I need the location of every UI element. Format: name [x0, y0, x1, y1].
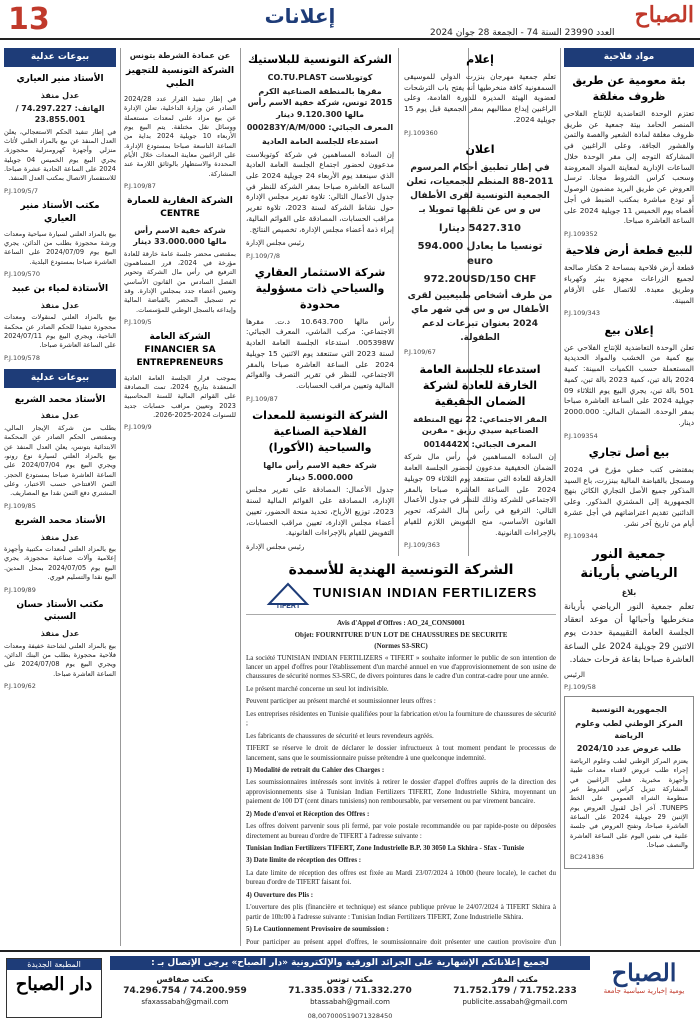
office-email[interactable]: sfaxassabah@gmail.com: [141, 997, 229, 1006]
paragraph: L'ouverture des plis (financière et technique) est séance publique prévue le 24/07/2024 à TIFERT Skhira à partir de 10h:00 à l'adresse suivante : Tunisian Indian Fertilizers TIFERT, Zone Industrielle Skhira.: [246, 903, 556, 921]
ad-title: الأستاذ محمد الشريع: [14, 515, 106, 526]
column-divider: [560, 48, 561, 946]
office-phone: 71.752.179 / 71.752.233: [453, 986, 577, 997]
paragraph: Le présent marché concerne un seul lot indivisible.: [246, 684, 389, 693]
ad-body: بطلب من شركة الإيجار المالي، وبمقتضى الحكم الصادر عن المحكمة الابتدائية بتونس، يعلن العدل المنفذ عن بيع بالمزاد العلني لسيارة نوع رونو، ويجري البيع يوم 2024/07/04 على الساعة العاشرة صباحا بمستودع الحجز. الثمن الافتتاحي حسب الاختبار، وعلى المشتري دفع الثمن نقدا مع المصاريف.: [4, 423, 116, 498]
ad-subtitle: استدعاء للجلسة العامة العادية: [262, 136, 378, 146]
column-2: [404, 48, 556, 551]
column-divider: [120, 48, 121, 946]
ad-title: بيع أصل تجاري: [588, 445, 670, 459]
logo-text: الصباح: [634, 2, 694, 28]
notice-object: Objet: FOURNITURE D'UN LOT DE CHAUSSURES DE SECURITE: [294, 630, 508, 639]
ad-ref: P.J.109/87: [124, 182, 156, 191]
ad-subtitle: الجمهورية التونسية: [591, 705, 667, 715]
section-heading: 1) Modalité de retrait du Cahier des Charges :: [246, 765, 385, 774]
ad-ref: P.J.109354: [564, 431, 598, 440]
tifert-logo-text: TIFERT: [275, 603, 300, 611]
section-title: إعلانات: [264, 4, 336, 28]
column-3: [246, 48, 394, 565]
amount: 5427.310 دينارا: [439, 222, 521, 234]
ad-signature: الرئيس: [564, 670, 585, 679]
ad-subtitle: مقرها بالمنطقة الصناعية الكرم 2015 تونس، شركة خفية الاسم رأس مالها 9.120.300 دينار: [247, 86, 393, 119]
office-phone: 71.335.033 / 71.332.270: [288, 986, 412, 997]
ad-body: في إطار تنفيذ الحكم الاستعجالي، يعلن العدل المنفذ عن بيع بالمزاد العلني لأثاث منزلي وأجهزة كهرومنزلية محجوزة. يجري البيع يوم الخميس 04 جويلية 2024 على الساعة الحادية عشرة صباحا. للاستفسار الاتصال بمكتب العدل المنفذ.: [4, 127, 116, 183]
ad-body: بيع بالمزاد العلني لشاحنة خفيفة ومعدات فلاحية محجوزة بطلب من البنك الدائن، ويجري البيع يوم 2024/07/08 على الساعة العاشرة صباحا.: [4, 641, 116, 678]
paragraph: Pour participer au présent appel d'offres, le soumissionnaire doit présenter une caution provisoire d'un: [246, 937, 556, 946]
paragraph: La société TUNISIAN INDIAN FERTILIZERS « TIFERT » souhaite informer le public de son intention de lancer un appel d'offres pour l'établissement d'un marché annuel en vue d'approvisionnement de son usine de chaussures de sécurité normes S3-SRC, de divers pointures dans le cadre d'un contrat-cadre pour une année.: [246, 653, 556, 681]
ad-body: رأس مالها 10.643.700 د.ت. مقرها الاجتماعي: مركب الماشي، المعرف الجبائي: 005398W. استدعاء الجلسة العامة العادية لسنة 2023 التي ستنعقد يوم الاثنين 15 جويلية 2024 على الساعة العاشرة صباحا بالمقر الاجتماعي، للنظر في تقرير التصرف والقوائم المالية وتعيين مراقب الحسابات.: [246, 316, 394, 391]
ad-body: بمقتضى كتب خطي مؤرخ في 2024 ومسجل بالقباضة المالية ببنزرت، باع السيد المذكور جميع الأصل التجاري الكائن بنهج الجمهورية إلى المشتري المذكور. وعلى الدائنين تقديم اعتراضاتهم في أجل عشرة أيام من تاريخ آخر نشر.: [564, 464, 694, 528]
ad-subtitle: عدل منفذ: [40, 532, 80, 542]
office-title: مكتب تونس: [326, 975, 374, 984]
ad-title: الأستاذة لمياء بن عبيد: [11, 284, 109, 295]
ad-title: بئة معومية عن طريق ظروف مغلقة: [572, 74, 686, 103]
company-name-ar: الشركة التونسية الهندية للأسمدة: [288, 562, 514, 578]
paragraph: Les soumissionnaires intéressés sont invités à retirer le dossier d'appel d'offres auprès de la direction des approvisionnements sise à Tunisian Indian Fertilizers TIFERT, Zone Industrielle Skhira, moyennant un paiement de 100 DT (cent dinars tunisiens) non remboursable, par versement ou par virement bancaire.: [246, 778, 556, 806]
ad-subtitle: المركز الوطني لطب وعلوم الرياضة: [575, 719, 683, 740]
ad-body: تعلم جمعية مهرجان بنزرت الدولي للموسيقى السمفونية كافة منخرطيها أنه يفتح باب الترشحات لعضوية الهيئة المديرة للدورة القادمة، وعلى الراغبين إيداع مطالبهم بمقر الجمعية قبل يوم 15 جويلية 2024.: [404, 71, 556, 124]
ad-subtitle: عدل منفذ: [40, 300, 80, 310]
logo-name: الصباح: [611, 958, 677, 987]
ad-ref: P.J.109/89: [4, 585, 36, 594]
ad-title: الشركة العامة FINANCIER SA ENTREPRENEURS: [136, 332, 224, 368]
ad-subtitle: عدل منفذ: [40, 411, 80, 421]
ad-body: في إطار تنفيذ القرار عدد 2024/28 الصادر عن وزارة الداخلية، تعلن الإدارة عن بيع مزاد علني لمعدات مستعملة ووسائل نقل مختلفة. يتم البيع يوم الأربعاء 10 جويلية 2024 بداية من الساعة التاسعة صباحا بمستودع الإدارة. على الراغبين معاينة المعدات خلال الأيام المحددة والاستظهار بالوثائق اللازمة عند المشاركة.: [124, 94, 236, 178]
ad-title: إعلام: [466, 53, 494, 66]
section-heading: 4) Ouverture des Plis :: [246, 890, 314, 899]
tifert-body: [246, 619, 556, 946]
ad-ref: P.J.109/85: [4, 501, 36, 510]
ad-title: جمعية النور الرياضي بأريانة: [580, 546, 678, 581]
ad-title: الأستاذ محمد الشريع: [14, 394, 106, 405]
ad-subtitle: عدل منفذ: [40, 629, 80, 639]
dar-assabah-logo: [6, 958, 102, 1018]
ad-body: قطعة أرض فلاحية بمساحة 2 هكتار صالحة لجميع الزراعات مجهزة ببئر وكهرباء وطريق معبدة. للاتصال على الأرقام المبينة.: [564, 263, 694, 305]
ad-title: استدعاء للجلسة العامة الخارقة للعادة لشركة الضمان الحقيقية: [419, 362, 541, 408]
ad-body: من طرف أشخاص طبيعيين لقرى الأطفال س و س في شهر ماي 2024 بعنوان تبرعات لدعم الطفولة.: [407, 290, 553, 343]
company-name-en: TUNISIAN INDIAN FERTILIZERS: [313, 585, 538, 601]
ad-title: إعلان بيع: [604, 323, 654, 337]
footer-strip: لجميع إعلاناتكم الإشهارية على الجرائد الورقية والإلكترونية «دار الصباح» يرجى الإتصال بـ :: [110, 956, 590, 970]
tifert-notice: [246, 556, 556, 946]
ad-body: جدول الأعمال: المصادقة على تقرير مجلس الإدارة، المصادقة على القوائم المالية لسنة 2023، توزيع الأرباح، تحديد منحة الحضور، تعيين أعضاء مجلس الإدارة، تعيين مراقب الحسابات، التفويض للقيام بالإجراءات القانونية.: [246, 485, 394, 538]
ad-title: مكتب الأستاذ حسان السبتي: [16, 599, 104, 623]
ad-body: تعلن الوحدة التعاضدية للإنتاج الفلاحي عن بيع كمية من الخشب والمواد الحديدية المستعملة حسب الكميات المبينة: كمية 2024 بالة تبن، كمية 2023 بالة تبن، كمية 501 بالة تبن، يجري البيع يوم الثلاثاء 09 جويلية 2024 على الساعة العاشرة صباحا بمقر الوحدة. الضمان المالي: 2000.000 دينار.: [564, 342, 694, 427]
ad-title: الشركة التونسية للبلاستيك: [248, 53, 392, 66]
ad-ref: P.J.109352: [564, 230, 598, 238]
ad-subtitle: عن عمادة الشرطة بتونس: [129, 51, 231, 60]
ad-ref: P.J.109/570: [4, 269, 40, 278]
ad-subtitle: شركة خفية الاسم رأس مالها 33.000.000 دينار: [133, 225, 227, 247]
logo-tagline: يومية إخبارية سياسية جامعة: [603, 987, 685, 995]
office-email[interactable]: publicite.assabah@gmail.com: [462, 997, 568, 1006]
ad-box: [564, 696, 694, 868]
office-title: مكتب صفاقس: [156, 975, 214, 984]
ad-ref: P.J.109/5/7: [4, 186, 39, 195]
ad-ref: P.J.109360: [404, 128, 438, 137]
column-1: [564, 48, 694, 877]
ad-title: مكتب الأستاذ منير العياري: [20, 200, 100, 224]
ad-subtitle: شركة خفية الاسم رأس مالها 5.000.000 دينار: [263, 461, 377, 482]
office-email[interactable]: btassabah@gmail.com: [310, 997, 390, 1006]
ad-title: للبيع قطعة أرض فلاحية: [565, 244, 693, 258]
logo-top: المطبعة الجديدة: [7, 959, 101, 970]
ad-ref: P.J.109/87: [246, 394, 278, 403]
column-divider: [240, 48, 241, 946]
bank-account: 08,007000519071328450: [307, 1012, 393, 1020]
ad-signature: رئيس مجلس الإدارة: [246, 239, 305, 248]
ad-title: شركة الاستثمار العقاري والسياحي ذات مسؤولية محدودة: [254, 265, 386, 311]
ad-subtitle: طلب عروض عدد 2024/10: [576, 744, 682, 754]
ad-body: بيع بالمزاد العلني لمعدات مكتبية وأجهزة إعلامية وآلات صناعية محجوزة، يجري البيع يوم 2024/07/05 بمحل المدين. البيع نقدا والتسليم فوري.: [4, 545, 116, 582]
column-6: [4, 48, 116, 691]
page-number: 13: [8, 2, 50, 37]
paragraph: Les offres doivent parvenir sous pli fermé, par voie postale recommandée ou par rapide-poste ou déposées directement au bureau d'ordre de TIFERT à l'adresse suivante :: [246, 822, 556, 840]
paragraph: Les fabricants de chaussures de sécurité et leurs revendeurs agréés.: [246, 731, 434, 740]
tifert-logo-icon: [265, 580, 311, 610]
column-4: [124, 48, 236, 433]
assabah-logo: [594, 958, 694, 1018]
ad-ref: P.J.109344: [564, 532, 598, 541]
logo-name: دار الصباح: [15, 974, 93, 995]
address: Tunisian Indian Fertilizers TIFERT, Zone Industrielle B.P. 30 3050 La Skhira - Sfax - Tunisie: [246, 844, 525, 853]
ad-ref: P.J.109/58: [564, 683, 596, 691]
tifert-header: [246, 556, 556, 615]
office-phone: 74.296.754 / 74.200.959: [123, 986, 247, 997]
page-footer: [0, 950, 700, 1022]
ad-subtitle: المعرف الجبائي: 000283Y/A/M/000: [246, 123, 394, 133]
ad-body: بموجب قرار الجلسة العامة العادية المنعقدة بتاريخ 2024، تمت المصادقة على القوائم المالية للسنة المحاسبية 2023 وتعيين مراقب حسابات جديد للسنوات 2024-2025-2026.: [124, 373, 236, 420]
ad-title: الشركة التونسية للتجهيز الطبي: [125, 66, 235, 90]
category-banner: بيوعات عدلية: [4, 48, 116, 67]
paragraph: TIFERT se réserve le droit de déclarer le dossier infructueux à tout moment pendant le processus de lancement, sans que le soumissionnaire puisse prétendre à une quelconque indemnité.: [246, 744, 556, 762]
ad-title: الشركة العقارية للعمارة CENTRE: [127, 196, 233, 220]
ad-ref: P.J.109/578: [4, 353, 40, 362]
section-heading: 2) Mode d'envoi et Réception des Offres :: [246, 809, 370, 818]
ad-body: بيع بالمزاد العلني لسيارة سياحية ومعدات ورشة محجوزة بطلب من الدائن، يجري البيع يوم 2024/07/09 على الساعة العاشرة صباحا بمستودع البلدية.: [4, 229, 116, 266]
amount: 972.20USD/150 CHF: [423, 273, 537, 285]
category-banner: بيوعات عدلية: [4, 369, 116, 388]
ad-ref: P.J.109/67: [404, 348, 436, 357]
ad-ref: BC241836: [570, 853, 604, 862]
ad-body: في إطار تطبيق أحكام المرسوم 2011-88 المنظم للجمعيات، تعلن الجمعية التونسية لقرى الأطفال س و س عن تلقيها تمويلا بـ: [406, 162, 554, 215]
ad-body: بيع بالمزاد العلني لمنقولات ومعدات محجوزة تنفيذا للحكم الصادر عن محكمة الناحية، ويجري البيع يوم 2024/07/11 على الساعة العاشرة صباحا.: [4, 313, 116, 350]
ad-subtitle: المقر الاجتماعي: 22 نهج المنطقة الصناعية سيدي رزيق - مقرين: [413, 414, 547, 436]
ad-ref: P.J.109/363: [404, 541, 440, 550]
notice-norm: (Normes S3-SRC): [374, 642, 428, 651]
masthead-logo: [574, 2, 694, 36]
ad-title: الشركة التونسية للمعدات الفلاحية الصناعية والسياحية (الأكورا): [252, 409, 388, 455]
ad-subtitle: بلاغ: [621, 588, 637, 598]
ad-title: الأستاذ منير العياري: [16, 73, 104, 84]
issue-info: العدد 23990 السنة 74 - الجمعة 28 جوان 2024: [430, 28, 615, 38]
ad-body: إن السادة المساهمين في شركة كوتوبلاست مدعوون لحضور اجتماع الجلسة العامة العادية الذي سينعقد يوم الأربعاء 24 جويلية 2024 على الساعة العاشرة صباحا بمقر الشركة للنظر في جدول الأعمال التالي: تلاوة تقرير مجلس الإدارة حول نشاط الشركة لسنة 2023، تلاوة تقرير مراقب الحسابات، المصادقة على القوائم المالية، إبراء ذمة أعضاء مجلس الإدارة، تخصيص النتائج.: [246, 149, 394, 234]
ad-subtitle: المعرف الجبائي: 0014442X: [423, 439, 537, 449]
ad-ref: P.J.109/5: [124, 318, 152, 327]
ad-ref: P.J.109/7/8: [246, 251, 281, 260]
ad-body: بمقتضى محضر جلسة عامة خارقة للعادة مؤرخة في 2024، قرر المساهمون الترفيع في رأس مال الشركة وتحوير الفصل السادس من القانون الأساسي وتعيين أعضاء جدد بمجلس الإدارة. وقد تم تسجيل المحضر بالقباضة المالية وإيداعه بالسجل الوطني للمؤسسات.: [124, 249, 236, 314]
ad-body: تعلم جمعية النور الرياضي بأريانة منخرطيها وأحبائها أن موعد انعقاد الجلسة العامة التقييمية حددت يوم الاثنين 29 جويلية 2024 على الساعة العاشرة صباحا بقاعة فرحات حشاد.: [564, 602, 694, 665]
ad-ref: P.J.109/9: [124, 423, 152, 432]
page-header: [0, 0, 700, 40]
section-heading: 3) Date limite de réception des Offres :: [246, 856, 362, 865]
amount: تونسيا ما يعادل 594.000 euro: [417, 240, 543, 267]
ad-subtitle: كوتوبلاست CO.TU.PLAST: [267, 72, 373, 82]
ad-ref: P.J.109/343: [564, 309, 600, 318]
ad-body: يعتزم المركز الوطني لطب وعلوم الرياضة إجراء طلب عروض لاقتناء معدات طبية وأجهزة مخبرية. فعلى الراغبين في المشاركة تنزيل كراس الشروط عبر منظومة الشراء العمومي على الخط TUNEPS. آخر أجل لقبول العروض يوم الإثنين 29 جويلية 2024 على الساعة العاشرة صباحا، وتفتح العروض في جلسة علنية في نفس اليوم على الساعة العاشرة والنصف صباحا.: [570, 756, 688, 850]
paragraph: Les entreprises résidentes en Tunisie qualifiées pour la fabrication et/ou la fourniture de chaussures de sécurité ;: [246, 709, 556, 728]
office-title: مكتب المقر: [492, 975, 538, 984]
category-banner: مواد فلاحية: [564, 48, 694, 67]
notice-title: Avis d'Appel d'Offres : AO_24_CONS0001: [336, 619, 466, 628]
ad-body: إن السادة المساهمين في رأس مال شركة الضمان الحقيقية مدعوون لحضور الجلسة العامة الخارقة للعادة التي ستنعقد يوم الثلاثاء 09 جويلية 2024 على الساعة العاشرة صباحا بالمقر الاجتماعي للشركة وذلك للنظر في جدول الأعمال التالي: الترفيع في رأس مال الشركة، تحوير القانون الأساسي، منح التفويض اللازم للقيام بالإجراءات القانونية.: [404, 452, 556, 537]
paragraph: La date limite de réception des offres est fixée au Mardi 23/07/2024 à 10h00 (heure locale), le cachet du bureau d'ordre de TIFERT faisant foi.: [246, 868, 556, 887]
paragraph: Peuvent participer au présent marché et soumissionner leurs offres :: [246, 697, 436, 706]
section-heading: 5) Le Cautionnement Provisoire de soumission :: [246, 925, 389, 934]
ad-signature: رئيس مجلس الإدارة: [246, 542, 305, 551]
ad-body: تعتزم الوحدة التعاضدية للإنتاج الفلاحي المنصر الحامد بيتة جمعية عن طريق ظروف مغلقة لمادة الشعير والفصة والتمن والقشور الجافة، وعلى الراغبين في المشاركة التوجه إلى مقر الوحدة خلال الساعات الإدارية لمعاينة المواد المعروضة وسحب كراس الشروط مجانا. ترسل العروض عن طريق البريد مضمون الوصول أو تودع مباشرة بمكتب الضبط في أجل أقصاه يوم الخميس 11 جويلية 2024 على الساعة العاشرة صباحا.: [564, 108, 694, 226]
ad-phone: الهاتف: 74.297.227 / 23.855.001: [15, 103, 105, 125]
ad-ref: P.J.109/62: [4, 682, 36, 691]
ad-title: اعلان: [465, 143, 495, 157]
ad-subtitle: عدل منفذ: [40, 90, 80, 100]
